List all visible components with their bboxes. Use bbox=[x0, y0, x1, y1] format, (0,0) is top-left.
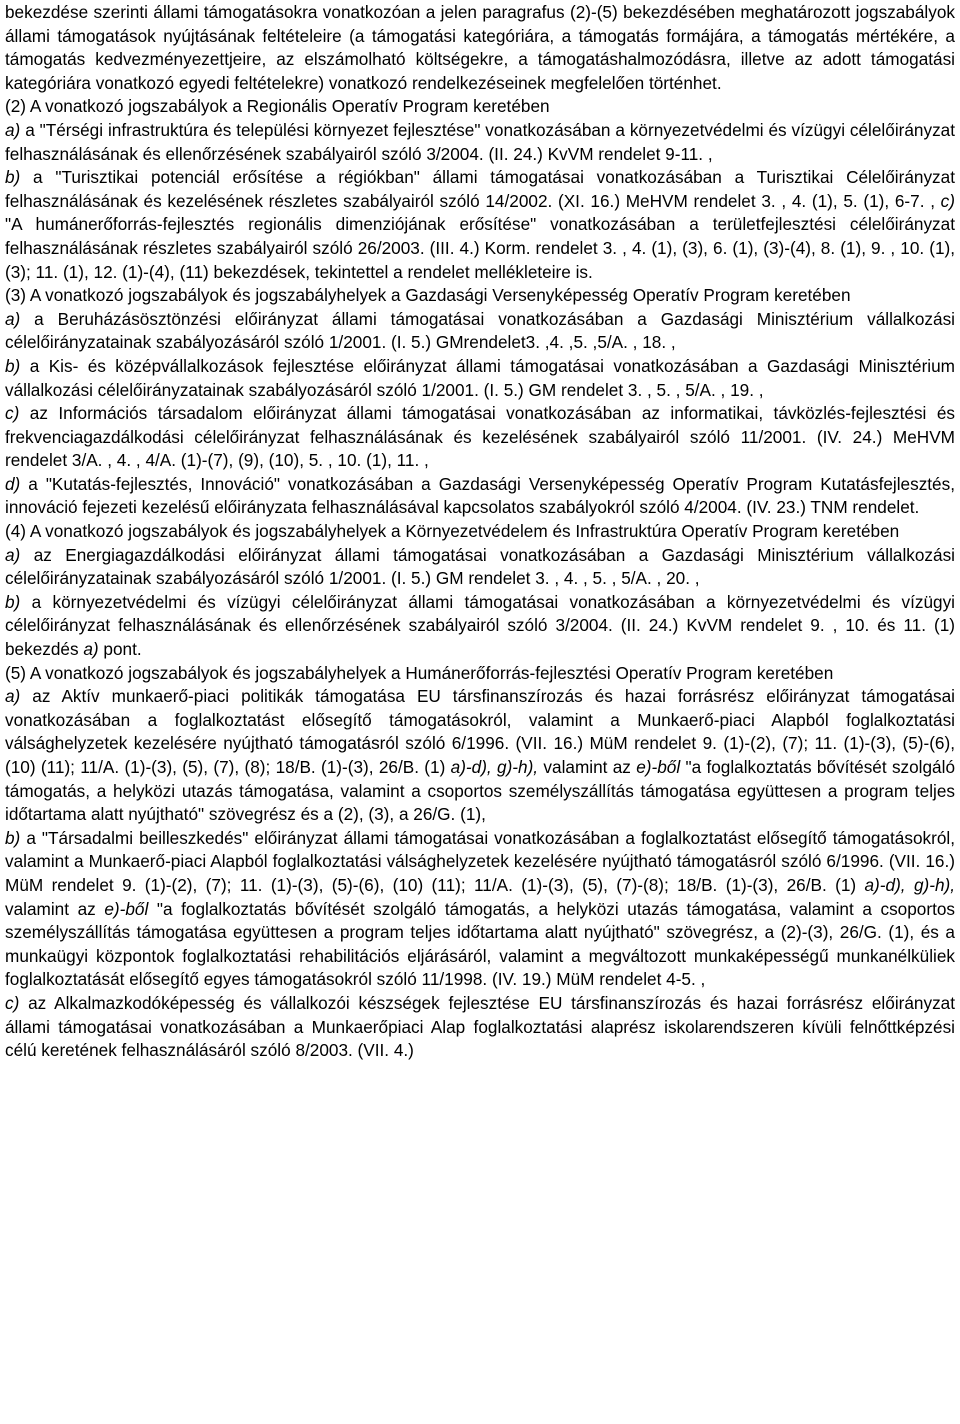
text-segment: "a foglalkoztatás bővítését szolgáló támogatás, a helyközi utazás támogatása, valamint a csoportos személyszállítás támogatása együttesen a program teljes időtartama alatt nyújtható" szövegrész és a (2), (3), a 26/G. (1), bbox=[5, 757, 955, 825]
italic-text-segment: e)-ből bbox=[636, 757, 681, 777]
text-segment: , bbox=[707, 143, 713, 164]
italic-text-segment: c) bbox=[5, 992, 20, 1013]
document-paragraph bbox=[5, 166, 955, 284]
italic-text-segment: a) bbox=[5, 308, 21, 329]
document-paragraph bbox=[5, 284, 955, 308]
document-paragraph bbox=[5, 95, 955, 119]
document-paragraph bbox=[5, 591, 955, 662]
text-segment: (5) A vonatkozó jogszabályok és jogszabályhelyek a Humánerőforrás-fejlesztési Operatív Program keretében bbox=[5, 662, 834, 683]
text-segment: "a foglalkoztatás bővítését szolgáló támogatás, a helyközi utazás támogatása, valamint a csoportos személyszállítás támogatása együttesen a program teljes időtartama alatt nyújtható" szövegrész, a (2)-(3), 26/G. (1), és a munkaügyi központok foglalkoztatási rehabilitációs eljárásáról, valamint a megváltozott munkaképességű munkanélküliek foglalkoztatását elősegítő egyes támogatásokról szóló 11/1998. (IV. 19.) MüM rendelet 4-5. , bbox=[5, 898, 955, 990]
italic-text-segment: a) bbox=[83, 639, 99, 660]
document-paragraph bbox=[5, 119, 955, 166]
text-segment: a Beruházásösztönzési előirányzat állami támogatásai vonatkozásában a Gazdasági Minisztérium vállalkozási célelőirányzatainak szabályozásáról szóló 1/2001. (I. 5.) GMrendelet3. ,4. ,5. ,5/A. , 18. , bbox=[5, 308, 955, 353]
text-segment: az Információs társadalom előirányzat állami támogatásai vonatkozásában az informatikai, távközlés-fejlesztési és frekvenciagazdálkodási célelőirányzat felhasználásának és kezelésének szabályairól szóló 11/2001. (IV. 24.) MeHVM rendelet 3/A. , 4. , 4/A. (1)-(7), (9), (10), 5. , 10. (1), 11. , bbox=[5, 403, 955, 471]
italic-text-segment: a) bbox=[5, 686, 21, 707]
document-paragraph bbox=[5, 520, 955, 544]
text-segment: az Aktív munkaerő-piaci politikák támogatása EU társfinanszírozás és hazai forrásrész előirányzat támogatásai vonatkozásában a foglalkoztatást elősegítő támogatásokról, valamint a Munkaerő-piaci Alapból foglalkoztatási válsághelyzetek kezelésére nyújtható támogatásról szóló 6/1996. (VII. 16.) MüM rendelet 9. (1)-(2), (7); 11. (1)-(3), (5)-(6), (10) (11); 11/A. (1)-(3), (5), (7), (8); 18/B. (1)-(3), 26/B. (1) bbox=[5, 686, 955, 777]
italic-text-segment: a)-d), g)-h), bbox=[450, 757, 539, 777]
document-paragraph bbox=[5, 662, 955, 686]
italic-text-segment: c) bbox=[940, 190, 955, 211]
italic-text-segment: a) bbox=[5, 119, 21, 140]
italic-text-segment: b) bbox=[5, 591, 21, 612]
document-paragraph bbox=[5, 827, 955, 992]
italic-text-segment: a) bbox=[5, 544, 21, 565]
document-paragraph bbox=[5, 544, 955, 591]
text-segment: valamint az bbox=[538, 757, 637, 777]
text-segment: az Alkalmazkodóképesség és vállalkozói készségek fejlesztése EU társfinanszírozás és hazai forrásrész előirányzat állami támogatásai vonatkozásában a Munkaerőpiaci Alap foglalkoztatási alaprész iskolarendszeren kívüli felnőttképzési célú keretének felhasználásáról szóló 8/2003. (VII. 4.) bbox=[5, 992, 955, 1061]
text-segment: bekezdése szerinti állami támogatásokra vonatkozóan a jelen paragrafus (2)-(5) bekezdésében meghatározott jogszabályok állami támogatások nyújtásának feltételeire (a támogatási kategóriára, a támogatás formájára, a támogatás mértékére, a támogatás kedvezményezettjeire, az elszámolható költségekre, a támogatáshalmozódásra, illetve az adott támogatási kategóriára vonatkozó egyedi feltételekre) vonatkozó rendelkezéseinek megfelelően történhet. bbox=[5, 2, 955, 93]
text-segment: "A humánerőforrás-fejlesztés regionális dimenziójának erősítése" vonatkozásában a területfejlesztési célelőirányzat felhasználásának részletes szabályairól szóló 26/2003. (III. 4.) Korm. rendelet 3. , 4. (1), (3), 6. (1), (3)-(4), 8. (1), 9. , 10. (1), (3); 11. (1), 12. (1)-(4), (11) bekezdések, tekintettel a rendelet mellékleteire is. bbox=[5, 214, 955, 282]
text-segment: valamint az bbox=[5, 898, 105, 919]
document-paragraph bbox=[5, 1, 955, 95]
italic-text-segment: e)-ből bbox=[104, 898, 149, 919]
text-segment: (3) A vonatkozó jogszabályok és jogszabályhelyek a Gazdasági Versenyképesség Operatív Program keretében bbox=[5, 285, 851, 306]
italic-text-segment: b) bbox=[5, 167, 21, 188]
document-paragraph bbox=[5, 473, 955, 520]
text-segment: pont. bbox=[98, 639, 142, 660]
italic-text-segment: a)-d), g)-h), bbox=[864, 874, 956, 895]
text-segment: a "Térségi infrastruktúra és települési környezet fejlesztése" vonatkozásában a környezetvédelmi és vízügyi célelőirányzat felhasználásának és ellenőrzésének szabályairól szóló 3/2004. (II. 24.) KvVM rendelet 9-11. bbox=[5, 119, 955, 164]
document-paragraph bbox=[5, 402, 955, 473]
text-segment: az Energiagazdálkodási előirányzat állami támogatásai vonatkozásában a Gazdasági Minisztérium vállalkozási célelőirányzatainak szabályozásáról szóló 1/2001. (I. 5.) GM rendelet 3. , 4. , 5. , 5/A. , 20. , bbox=[5, 544, 955, 589]
document-paragraph bbox=[5, 685, 955, 827]
text-segment: a "Turisztikai potenciál erősítése a régiókban" állami támogatásai vonatkozásában a Turisztikai Célelőirányzat felhasználásának és kezelésének részletes szabályairól szóló 14/2002. (XI. 16.) MeHVM rendelet 3. , 4. (1), 5. (1), 6-7. , bbox=[5, 167, 955, 211]
text-segment: a Kis- és középvállalkozások fejlesztése előirányzat állami támogatásai vonatkozásában a Gazdasági Minisztérium vállalkozási célelőirányzatainak szabályozásáról szóló 1/2001. (I. 5.) GM rendelet 3. , 5. , 5/A. , 19. , bbox=[5, 355, 955, 400]
text-segment: a "Kutatás-fejlesztés, Innováció" vonatkozásában a Gazdasági Versenyképesség Operatív Program Kutatásfejlesztés, innováció fejezeti kezelésű előirányzata felhasználásával kapcsolatos szabályokról szóló 4/2004. (IV. 23.) TNM rendelet. bbox=[5, 473, 955, 518]
text-segment: a környezetvédelmi és vízügyi célelőirányzat állami támogatásai vonatkozásában a környezetvédelmi és vízügyi célelőirányzat felhasználásának és ellenőrzésének szabályairól szóló 3/2004. (II. 24.) KvVM rendelet 9. , 10. és 11. (1) bekezdés bbox=[5, 591, 955, 660]
text-segment: (4) A vonatkozó jogszabályok és jogszabályhelyek a Környezetvédelem és Infrastruktúra Operatív Program keretében bbox=[5, 521, 900, 542]
italic-text-segment: d) bbox=[5, 473, 21, 494]
text-segment: a "Társadalmi beilleszkedés" előirányzat állami támogatásai vonatkozásában a foglalkoztatást elősegítő támogatásokról, valamint a Munkaerő-piaci Alapból foglalkoztatási válsághelyzetek kezelésére nyújtható támogatásról szóló 6/1996. (VII. 16.) MüM rendelet 9. (1)-(2), (7); 11. (1)-(3), (5)-(6), (10) (11); 11/A. (1)-(3), (5), (7)-(8); 18/B. (1)-(3), 26/B. (1) bbox=[5, 827, 955, 895]
italic-text-segment: b) bbox=[5, 355, 21, 376]
italic-text-segment: b) bbox=[5, 827, 21, 848]
document-paragraph bbox=[5, 355, 955, 402]
italic-text-segment: c) bbox=[5, 403, 20, 424]
document-paragraph bbox=[5, 308, 955, 355]
document-paragraph bbox=[5, 992, 955, 1063]
text-segment: (2) A vonatkozó jogszabályok a Regionális Operatív Program keretében bbox=[5, 96, 550, 117]
